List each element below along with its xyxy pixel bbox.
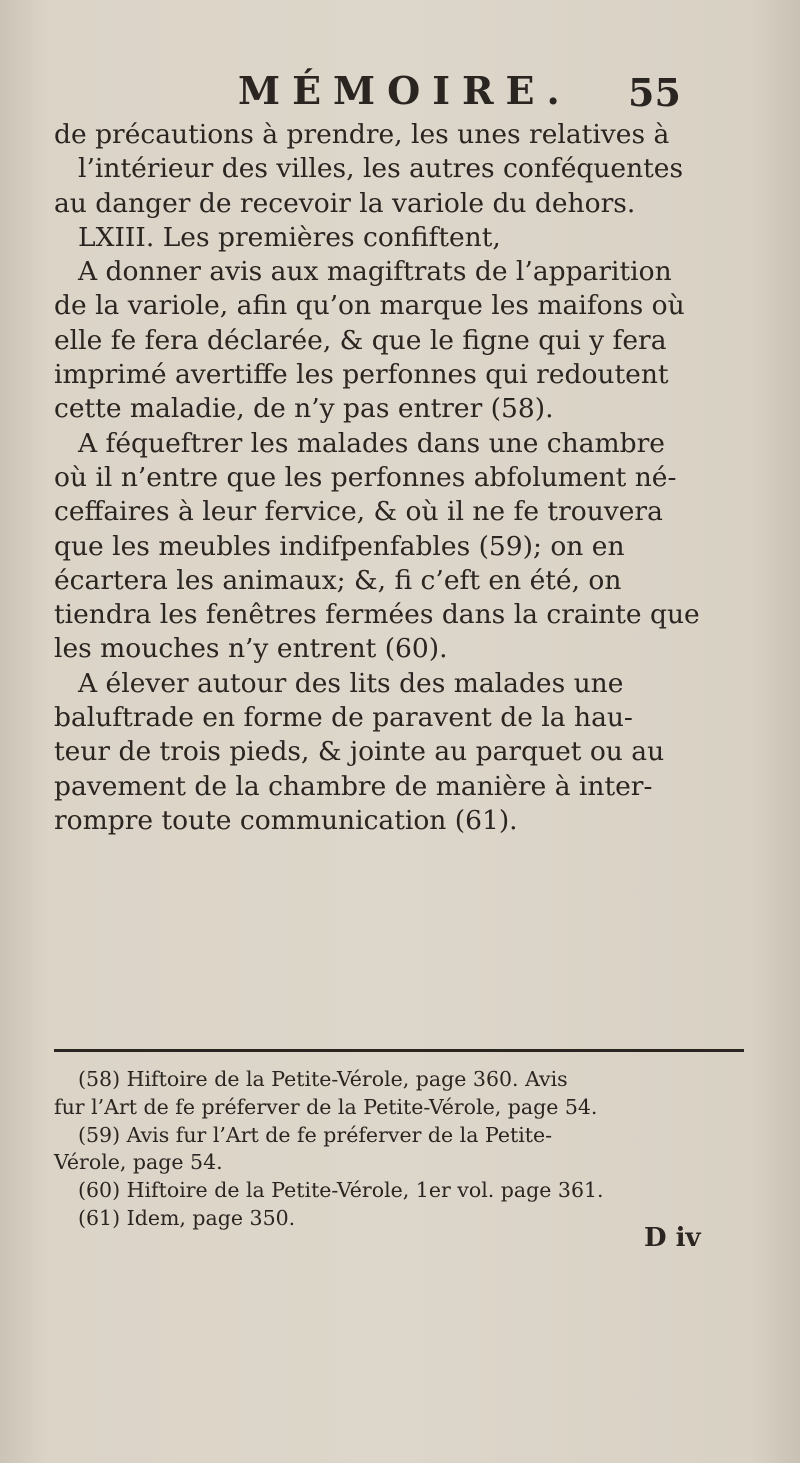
text-line: où il n’entre que les perfonnes abfolument né-: [54, 461, 677, 493]
text-line: de la variole, afin qu’on marque les maifons où: [54, 290, 685, 322]
text-line: l’intérieur des villes, les autres conféquentes: [78, 153, 684, 185]
signature-mark: D iv: [644, 1223, 701, 1253]
page-number: 55: [628, 70, 681, 115]
footnote-divider: [54, 1049, 744, 1052]
text-line: rompre toute communication (61).: [54, 804, 518, 836]
text-line: les mouches n’y entrent (60).: [54, 633, 448, 665]
text-line: imprimé avertiffe les perfonnes qui redoutent: [54, 359, 669, 391]
footnote-line: (60) Hiftoire de la Petite-Vérole, 1er vol. page 361.: [78, 1178, 604, 1203]
text-line: pavement de la chambre de manière à inter-: [54, 770, 653, 802]
text-line: écartera les animaux; &, fi c’eft en été, on: [54, 564, 622, 596]
footnote-line: Vérole, page 54.: [54, 1150, 223, 1175]
footnote-line: (59) Avis fur l’Art de fe préferver de la Petite-: [78, 1122, 553, 1147]
text-line: baluftrade en forme de paravent de la hau-: [54, 702, 633, 734]
text-line: elle fe fera déclarée, & que le figne qui y fera: [54, 324, 667, 356]
running-title: MÉMOIRE.: [238, 68, 572, 113]
page-header: [0, 64, 800, 114]
text-line: A élever autour des lits des malades une: [78, 667, 624, 699]
section-heading-line: LXIII. Les premières confiftent,: [78, 221, 501, 253]
text-line: A donner avis aux magiftrats de l’apparition: [78, 256, 672, 288]
body-text: [54, 118, 754, 838]
text-line: teur de trois pieds, & jointe au parquet ou au: [54, 736, 665, 768]
text-line: ceffaires à leur fervice, & où il ne fe trouvera: [54, 496, 663, 528]
text-line: cette maladie, de n’y pas entrer (58).: [54, 393, 554, 425]
text-line: A féqueftrer les malades dans une chambre: [78, 427, 665, 459]
footnote-line: (61) Idem, page 350.: [78, 1205, 296, 1230]
footnotes: [54, 1066, 754, 1233]
text-line: tiendra les fenêtres fermées dans la crainte que: [54, 599, 700, 631]
text-line: de précautions à prendre, les unes relatives à: [54, 119, 670, 150]
footnote-line: fur l’Art de fe préferver de la Petite-Vérole, page 54.: [54, 1094, 598, 1119]
text-line: au danger de recevoir la variole du dehors.: [54, 187, 636, 219]
text-line: que les meubles indifpenfables (59); on en: [54, 530, 625, 562]
footnote-line: (58) Hiftoire de la Petite-Vérole, page 360. Avis: [78, 1067, 568, 1091]
